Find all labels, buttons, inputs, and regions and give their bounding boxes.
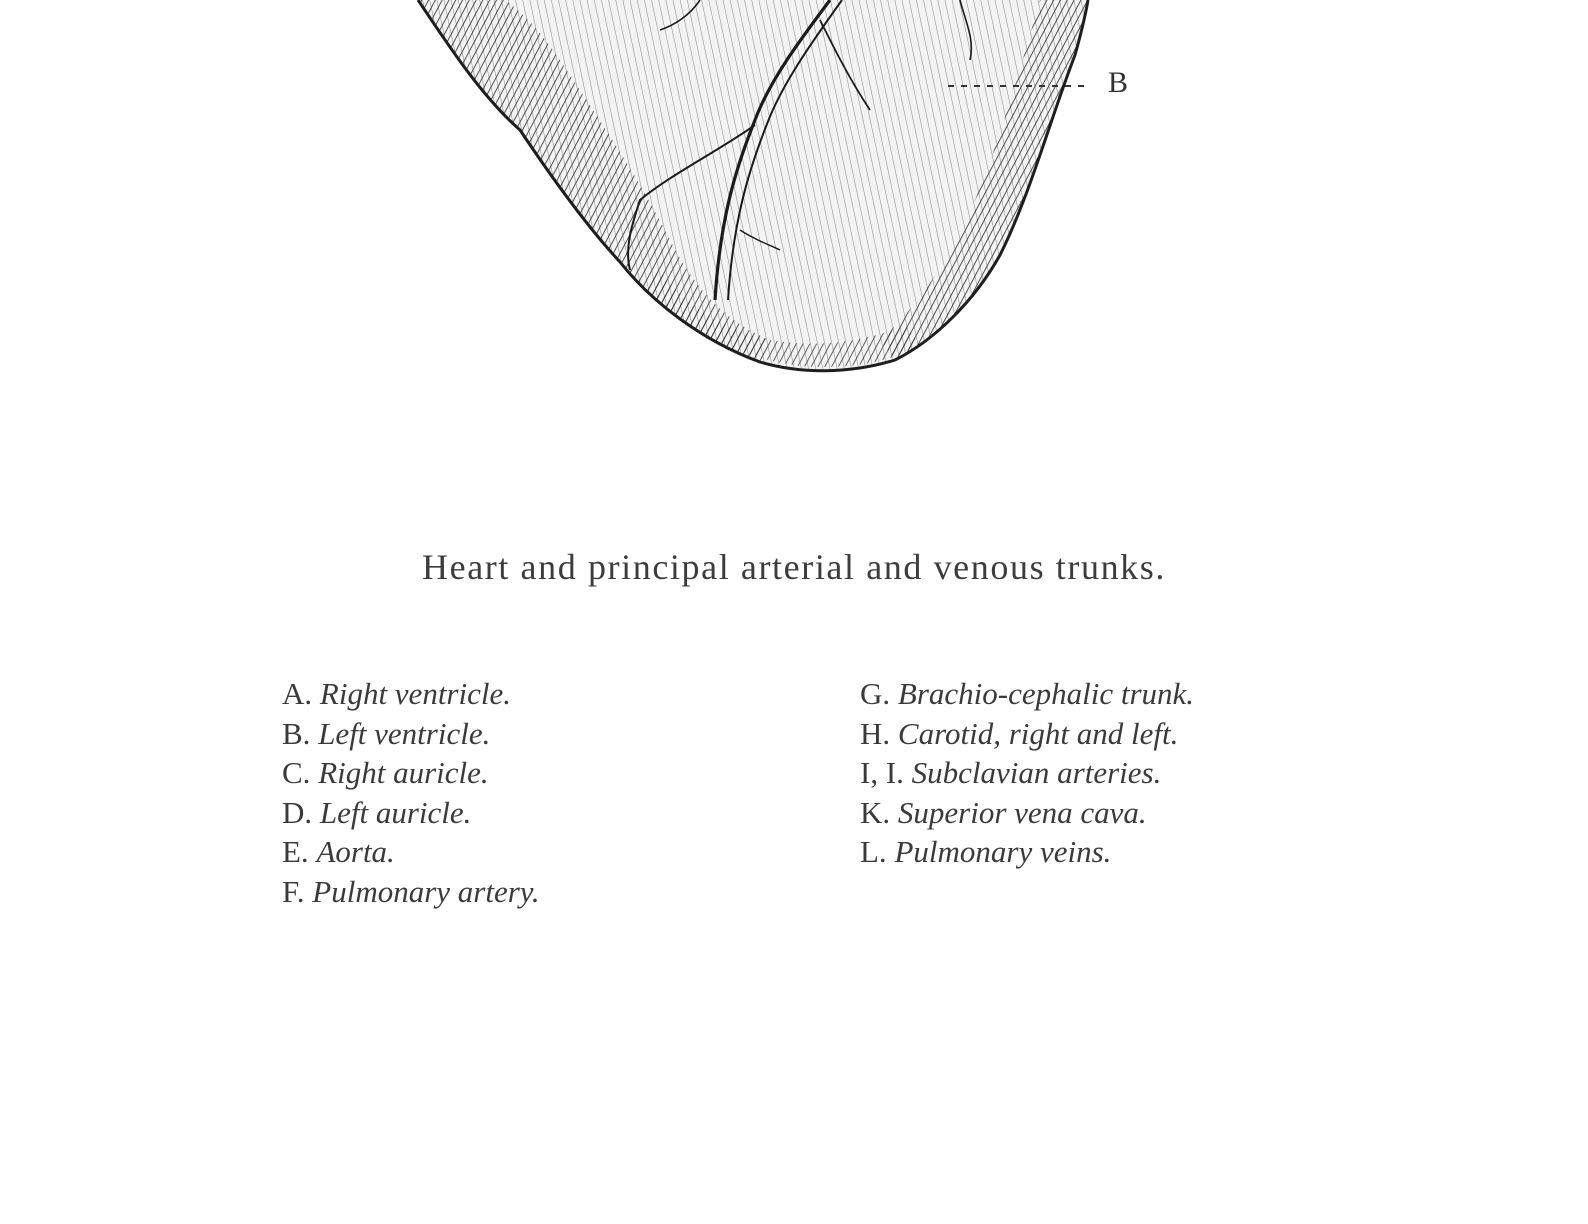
legend-text: Brachio-cephalic trunk. xyxy=(897,676,1195,711)
legend-key: K. xyxy=(860,794,891,830)
legend-item xyxy=(282,832,540,872)
legend-text: Left ventricle. xyxy=(318,715,491,751)
legend-text: Right auricle. xyxy=(318,755,489,790)
legend-key: A. xyxy=(282,676,313,711)
legend-text: Right ventricle. xyxy=(319,676,511,711)
heart-engraving xyxy=(0,0,1588,400)
heart-body xyxy=(400,0,1100,400)
legend-text: Subclavian arteries. xyxy=(911,755,1162,790)
legend-right-column xyxy=(860,674,1194,872)
legend-key: D. xyxy=(282,794,313,830)
legend-item xyxy=(282,714,540,754)
legend-key: G. xyxy=(860,676,891,711)
legend-item xyxy=(282,753,540,793)
legend-item xyxy=(860,674,1194,714)
legend-text: Pulmonary artery. xyxy=(312,873,540,909)
legend-item xyxy=(860,714,1194,754)
legend-text: Carotid, right and left. xyxy=(897,715,1179,751)
legend-item xyxy=(860,753,1194,793)
legend-left-column xyxy=(282,674,540,911)
legend-item xyxy=(282,793,540,833)
callout-label-b: B xyxy=(1108,66,1129,99)
legend-item xyxy=(860,832,1194,872)
legend-key: E. xyxy=(282,834,309,869)
legend-text: Pulmonary veins. xyxy=(894,834,1112,869)
legend-key: C. xyxy=(282,755,311,790)
legend-key: I, I. xyxy=(860,755,904,790)
legend-text: Superior vena cava. xyxy=(897,794,1147,830)
legend-key: H. xyxy=(860,715,891,751)
legend-text: Left auricle. xyxy=(319,794,472,830)
legend-key: L. xyxy=(860,834,887,869)
legend-text: Aorta. xyxy=(316,834,395,869)
legend-key: F. xyxy=(282,873,305,909)
legend-item xyxy=(282,872,540,912)
legend-item xyxy=(860,793,1194,833)
legend-key: B. xyxy=(282,715,311,751)
legend-item xyxy=(282,674,540,714)
figure-caption: Heart and principal arterial and venous trunks. xyxy=(422,547,1166,587)
